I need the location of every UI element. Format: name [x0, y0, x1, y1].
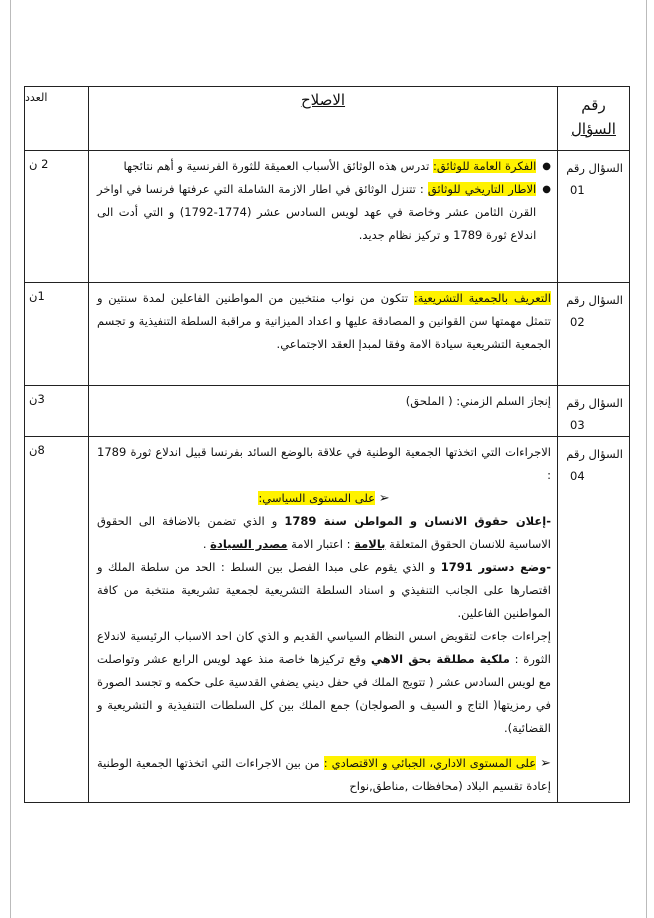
paragraph-text: الاجراءات التي اتخذتها الجمعية الوطنية في علاقة بالوضع السائد بفرنسا قبيل اندلاع ثورة 1789 :	[97, 445, 551, 482]
paragraph-text: وقع تركيزها خاصة منذ عهد لويس الرابع عشر وتواصلت مع لويس السادس عشر ( تتويج الملك في حفل ديني يضفي القدسية على حكمه و تجسد الصورة في رمزيتها( التاج و السيف و الصولجان) جمع الملك بين كل السلطات التنفيذية و التشريعية و القضائية).	[97, 652, 551, 735]
paragraph-text: .	[202, 537, 211, 551]
bullet-icon: ●	[542, 161, 551, 172]
paragraph-text: : اعتبار الامة	[287, 537, 355, 551]
answer-cell	[89, 437, 558, 803]
table-row	[25, 283, 630, 386]
question-cell	[558, 151, 630, 283]
correction-table	[24, 86, 630, 803]
bullet-text	[124, 155, 537, 178]
answer-cell	[89, 151, 558, 283]
table-header-row	[25, 87, 630, 151]
question-number: 03	[570, 418, 585, 432]
answer-cell	[89, 283, 558, 386]
header-question-line2: السؤال	[571, 120, 616, 138]
question-label: السؤال رقم	[566, 396, 623, 410]
spacer	[97, 740, 551, 752]
paragraph-text: و الذي تضمن بالاضافة الى الحقوق الاساسية للانسان الحقوق المتعلقة	[97, 514, 551, 551]
question-cell	[558, 386, 630, 437]
score-cell: 8ن	[25, 437, 89, 803]
question-label: السؤال رقم	[566, 447, 623, 461]
table-row	[25, 437, 630, 803]
score-cell: 3ن	[25, 386, 89, 437]
question-cell	[558, 283, 630, 386]
score-cell: 2 ن	[25, 151, 89, 283]
paragraph-text: إنجاز السلم الزمني: ( الملحق)	[405, 394, 551, 408]
bullet-item	[97, 155, 551, 178]
paragraph	[97, 625, 551, 740]
score-cell: 1ن	[25, 283, 89, 386]
bold-text: -إعلان حقوق الانسان و المواطن سنة 1789	[284, 514, 551, 528]
paragraph	[97, 752, 551, 798]
answer-cell	[89, 386, 558, 437]
header-answer-label: الاصلاح	[300, 91, 346, 109]
paragraph-text: : تتنزل الوثائق في اطار الازمة الشاملة التي عرفتها فرنسا في اواخر القرن الثامن عشر وخاصة في عهد لويس السادس عشر (1774-1792) و التي أدت الى اندلاع ثورة 1789 و تركيز نظام جديد.	[97, 182, 537, 242]
header-score: العدد	[25, 87, 89, 151]
header-question-line1: رقم	[581, 96, 606, 114]
header-question	[558, 87, 630, 151]
question-number: 02	[570, 315, 585, 329]
header-answer	[89, 87, 558, 151]
paragraph	[97, 556, 551, 625]
bullet-icon: ●	[542, 184, 551, 195]
paragraph-text: تتكون من نواب منتخبين من المواطنين الفاعلين لمدة سنتين و تتمثل مهمتها سن القوانين و المصادقة عليها و اعداد الميزانية و مراقبة السلطة التنفيذية و تجسم الجمعية التشريعية سيادة الامة وفقا لمبدإ العقد الاجتماعي.	[97, 291, 551, 351]
bold-text: -وضع دستور 1791	[440, 560, 551, 574]
paragraph-text: تدرس هذه الوثائق الأسباب العميقة للثورة الفرنسية و أهم نتائجها	[123, 159, 434, 173]
question-number: 01	[570, 183, 585, 197]
highlight-label: على المستوى السياسي:	[258, 491, 376, 505]
question-label: السؤال رقم	[566, 293, 623, 307]
question-label: السؤال رقم	[566, 161, 623, 175]
paragraph-text: و الذي يقوم على مبدا الفصل بين السلط : الحد من سلطة الملك و اقتصارها على الجانب التنفيذي و اسناد السلطة التشريعية لجمعية تشريعية منتخبة من كافة المواطنين الفاعلين.	[97, 560, 551, 620]
bullet-text	[97, 178, 536, 247]
paragraph-text: إجراءات جاءت لتقويض اسس النظام السياسي القديم و الذي كان احد الاسباب الرئيسية لاندلاع الثورة :	[97, 629, 551, 666]
question-number: 04	[570, 469, 585, 483]
bold-underlined-text: بالامة	[354, 537, 386, 551]
arrow-icon: ➢	[540, 756, 551, 771]
table-row	[25, 151, 630, 283]
arrow-icon: ➢	[378, 491, 390, 506]
section-heading	[97, 487, 551, 510]
highlight-label: التعريف بالجمعية التشريعية:	[413, 291, 551, 305]
bold-underlined-text: مصدر السيادة	[210, 537, 288, 551]
bullet-item	[97, 178, 551, 247]
question-cell	[558, 437, 630, 803]
highlight-label: على المستوى الاداري، الجبائي و الاقتصادي :	[323, 756, 537, 770]
table-row	[25, 386, 630, 437]
highlight-label: الفكرة العامة للوثائق:	[433, 159, 537, 173]
highlight-label: الاطار التاريخي للوثائق	[427, 182, 537, 196]
bold-text: ملكية مطلقة بحق الاهي	[371, 652, 510, 666]
paragraph	[97, 510, 551, 556]
paragraph-text: من بين الاجراءات التي اتخذتها الجمعية الوطنية إعادة تقسيم البلاد (محافظات ,مناطق,نواح	[97, 756, 551, 793]
